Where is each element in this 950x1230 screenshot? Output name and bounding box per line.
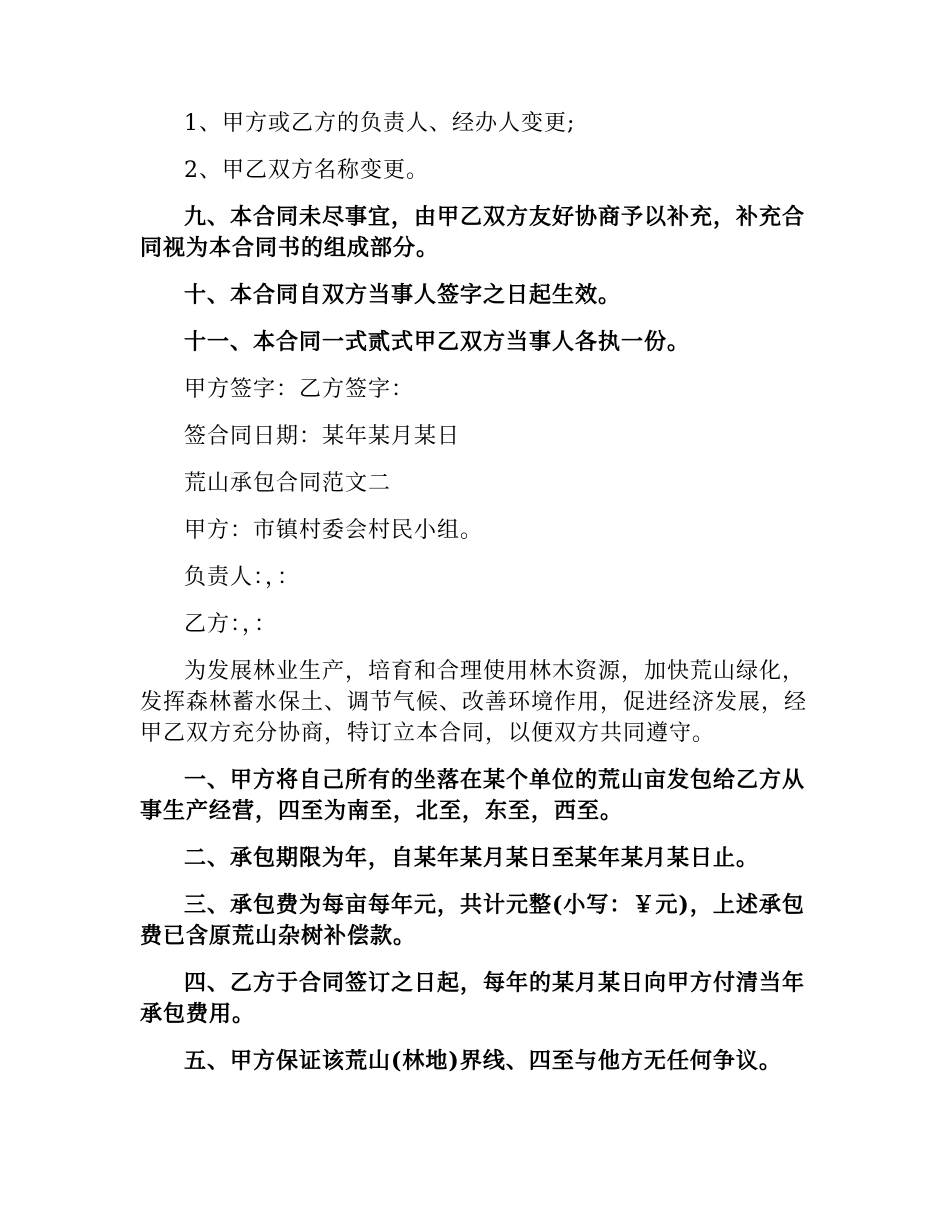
sample-title: 荒山承包合同范文二 [184,471,392,496]
signature-line: 甲方签字：乙方签字： [184,377,415,402]
clause-10: 十、本合同自双方当事人签字之日起生效。 [184,282,622,308]
clause-5: 五、甲方保证该荒山(林地)界线、四至与他方无任何争议。 [184,1048,782,1074]
preamble: 为发展林业生产，培育和合理使用林木资源，加快荒山绿化，发挥森林蓄水保土、调节气候、改善环境作用，促进经济发展，经甲乙双方充分协商，特订立本合同，以便双方共同遵守。 [140,659,808,746]
clause-9: 九、本合同未尽事宜，由甲乙双方友好协商予以补充，补充合同视为本合同书的组成部分。 [140,204,806,261]
clause-2: 二、承包期限为年，自某年某月某日至某年某月某日止。 [184,845,760,871]
clause-3: 三、承包费为每亩每年元，共计元整(小写：￥元)，上述承包费已含原荒山杂树补偿款。 [140,892,805,949]
clause-11: 十一、本合同一式贰式甲乙双方当事人各执一份。 [184,329,691,355]
paragraph-change-party-name: 2、甲乙双方名称变更。 [184,158,429,183]
responsible-person: 负责人：，： [184,565,301,590]
contract-date: 签合同日期：某年某月某日 [184,424,461,449]
party-b: 乙方：，： [184,612,278,637]
paragraph-change-responsible-person: 1、甲方或乙方的负责人、经办人变更; [184,111,576,136]
clause-1: 一、甲方将自己所有的坐落在某个单位的荒山亩发包给乙方从事生产经营，四至为南至，北至，东至，西至。 [140,767,806,824]
document-page [140,108,820,1093]
party-a: 甲方：市镇村委会村民小组。 [184,518,484,543]
clause-4: 四、乙方于合同签订之日起，每年的某月某日向甲方付清当年承包费用。 [140,970,806,1027]
